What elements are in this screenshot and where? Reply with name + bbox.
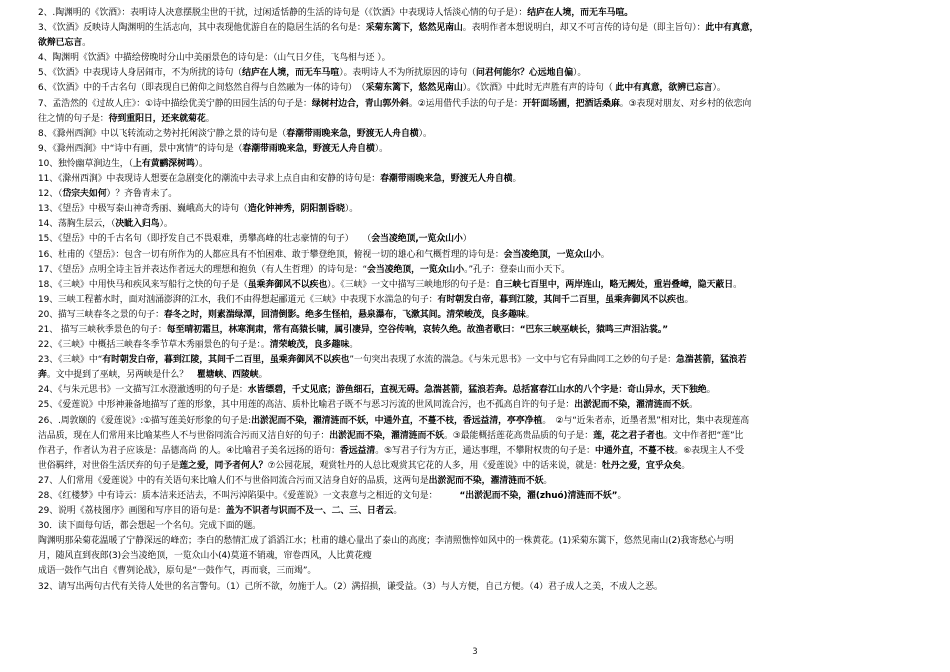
question-text: 。 (205, 113, 215, 124)
text-line (38, 308, 938, 323)
question-text: ⑦公园花展，观赏牡丹的人总比观赏其它花的人多，用《爱莲说》中的话来说，就是： (267, 460, 602, 471)
answer-text: 清荣峻茂，良多趣味 (269, 340, 350, 351)
answer-text: 盖为不识者与识而不及一、二、三、日者云 (225, 506, 394, 517)
question-text: 15、《望岳》中的千古名句（即抒发自己不畏艰难，勇攀高峰的壮志豪情的句子） （ (38, 234, 372, 245)
question-text: 10、独怜幽草涧边生，（ (38, 158, 133, 169)
question-text: 18、《三峡》中用快马和疾风来写船行之快的句子是（ (38, 279, 248, 290)
text-line (38, 248, 938, 263)
text-line (38, 187, 938, 202)
question-text: 30．读下面每句话，都会想起一个名句。完成下面的题。 (38, 521, 261, 532)
answer-text: 每至晴初霜旦，林寒涧肃，常有高猿长啸，属引凄异，空谷传响，哀转久绝。故渔者歌曰：“巴东三峡巫峡长，猿鸣三声泪沾裳。” (166, 324, 669, 335)
question-text: ）。《三峡》一文中描写三峡地形的句子是： (327, 279, 495, 290)
question-text: 。 (82, 38, 91, 49)
answer-text: 牡丹之爱，宜乎众矣 (601, 460, 682, 471)
answer-text: 造化钟神秀，阴阳割昏晓 (247, 204, 345, 215)
question-text: 19、三峡工程蓄水时，面对汹涌澎湃的江水，我们不由得想起郦道元《三峡》中表现下水湍急的句子： (38, 294, 438, 305)
question-text: ”一句突出表现了水流的湍急。《与朱元思书》一文中与它有异曲同工之妙的句子是： (349, 355, 676, 366)
question-text: 2、.陶渊明的《饮酒》：表明诗人决意摆脱尘世的干扰，过闲适恬静的生活的诗句是（《饮酒》中表现诗人恬淡心情的句子是）： (38, 8, 528, 18)
question-text: 13、《望岳》中极写泰山神奇秀丽、巍峨高大的诗句（ (38, 204, 248, 215)
question-text: 4、陶渊明《饮酒》中描绘傍晚时分山中美丽景色的诗句是：（山气日夕佳，飞鸟相与还 ）。 (38, 53, 391, 64)
question-text: 作君子，作者认为君子应该是：品德高尚 的人。④比喻君子美名远扬的语句： (38, 445, 340, 456)
question-text: ）。《饮酒》中此时无声胜有声的诗句（ (462, 83, 616, 94)
question-text: 27、人们常用《爱莲说》中的有关语句来比喻人们不与世俗同流合污而又洁身自好的品质，这两句是 (38, 475, 429, 486)
question-text: 。文中提到了巫峡，另两峡是什么？ (46, 370, 197, 381)
text-line (38, 444, 938, 459)
text-line (38, 338, 938, 353)
question-text: 。 (681, 460, 691, 471)
answer-text: 急湍甚箭，猛浪若 (675, 355, 747, 366)
answer-text: 虽乘奔御风不以疾也 (247, 279, 328, 290)
text-line (38, 36, 938, 51)
answer-text: 出淤泥而不染，濯清涟而不妖，中通外直，不蔓不枝，香远益清，亭亭净植 (251, 415, 543, 426)
question-text: 12、（ (38, 189, 63, 200)
question-text: 11、《滁州西涧》中表现诗人想要在急剧变化的潮流中去寻求上点自由和安静的诗句是： (38, 174, 381, 185)
question-text: 25、《爱莲说》中形神兼备地描写了莲的形象，其中用莲的高洁、质朴比喻君子既不与恶习污流的世风同流合污，也不孤高自许的句子是： (38, 400, 575, 411)
question-text: 。 (525, 309, 535, 320)
question-text: 。③表现对朋友、对乡村的依恋向 (619, 98, 752, 109)
question-text: 。 (684, 294, 694, 305)
answer-text: 决眦入归鸟 (115, 219, 160, 230)
question-text: 洁品质，现在人们常用来比喻某些人不与世俗同流合污而又洁自好的句子： (38, 430, 330, 441)
answer-text: 出淤泥而不染，濯清涟而不妖 (428, 475, 544, 486)
question-text: 5、《饮酒》中表现诗人身居闹市，不为所扰的诗句（ (38, 68, 243, 79)
text-line (38, 21, 938, 36)
text-line (38, 398, 938, 413)
question-text: 23、《三峡》中“ (38, 355, 103, 366)
question-text: 20、描写三峡春冬之景的句子： (38, 309, 164, 320)
answer-text: 香远益清 (339, 445, 376, 456)
answer-text: 绿树村边合，青山郭外斜 (311, 98, 409, 109)
answer-text: 结庐在人境，而无车马喧 (242, 68, 340, 79)
answer-text: 出淤泥而不染，濯清涟而不妖 (329, 430, 444, 441)
text-line (38, 81, 938, 96)
question-text: 。 (543, 475, 553, 486)
text-line (38, 127, 938, 142)
text-line (38, 580, 938, 595)
answer-text: 春潮带雨晚来急，野渡无人舟自横 (380, 174, 513, 185)
answer-text: 会当凌绝顶，一览众山小 (503, 249, 601, 260)
question-text: 。 ②与“近朱者赤，近墨者黑”相对比，集中表现莲高 (542, 415, 750, 426)
question-text: 3、《饮酒》反映诗人陶渊明的生活志向，其中表现他优游自在的隐居生活的名句是： (38, 23, 366, 34)
answer-text: 此中有真意， (705, 23, 759, 34)
answer-text: 莲，花之君子者也 (593, 430, 664, 441)
question-text: 。 (617, 491, 627, 501)
page-number: 3 (472, 647, 478, 657)
text-line (38, 549, 938, 564)
answer-text: 岱宗夫如何 (62, 189, 107, 200)
question-text: 。 (733, 279, 742, 290)
answer-text: “出淤泥而不染，濯(zhuó)清涟而不妖” (459, 491, 618, 501)
question-text: ）。 (344, 204, 359, 215)
question-text: 。文中作者把“莲”比 (663, 430, 744, 441)
answer-text: 有时朝发白帝，暮到江陵，其间千二百里，虽乘奔御风不以疾也 (102, 355, 350, 366)
answer-text: 莲之爱，同予者何人？ (179, 460, 268, 471)
answer-text: 奔 (38, 370, 47, 381)
answer-text: 春潮带雨晚来急，野渡无人舟自横 (242, 143, 375, 154)
question-text: 8、《滁州西涧》中以飞转流动之势衬托闲淡宁静之景的诗句是（ (38, 128, 287, 139)
question-text: 世俗羁绊，对世俗生活厌弃的句子是 (38, 460, 180, 471)
text-line (38, 112, 938, 127)
text-line (38, 383, 938, 398)
question-text: 。⑥表现主人不受 (674, 445, 745, 456)
text-line (38, 217, 938, 232)
question-text: 26、.周敦颐的《爱莲说》:①描写莲美好形象的句子是: (38, 415, 252, 426)
answer-text: 春冬之时，则素湍绿潭，回清倒影。绝多生怪柏，悬泉瀑布，飞漱其间。清荣峻茂，良多趣味 (163, 309, 526, 320)
text-line (38, 51, 938, 66)
answer-text: 瞿塘峡、西陵峡 (196, 370, 259, 381)
question-text: 28、《红楼梦》中有诗云：质本洁来还洁去，不叫污淖陷渠中。《爱莲说》一文表意与之相近的文句是： (38, 491, 460, 501)
question-text: 22、《三峡》中概括三峡春冬季节草木秀丽景色的句子是：。 (38, 340, 270, 351)
question-text: 21、 描写三峡秋季景色的句子： (38, 324, 167, 335)
answer-text: 此中有真意，欲辨已忘言 (615, 83, 713, 94)
question-text: 。 (512, 174, 522, 185)
question-text: ）。 (374, 143, 388, 154)
answer-text: 待到重阳日，还来就菊花 (108, 113, 206, 124)
text-line (38, 232, 938, 247)
question-text: ）。 (573, 68, 587, 79)
text-line (38, 172, 938, 187)
text-line (38, 263, 938, 278)
text-line (38, 414, 938, 429)
question-text: 32、请写出两句古代有关待人处世的名言警句。（1）己所不欲，勿施于人。（2）满招损，谦受益。（3）与人方便，自己方便。（4）君子成人之美，不成人之恶。 (38, 581, 663, 592)
question-text: 。③最能概括莲花高贵品质的句子是： (443, 430, 594, 441)
question-text: ）。表明诗人不为所扰原因的诗句（ (339, 68, 476, 79)
question-text: ）。 (194, 158, 208, 169)
question-text: ）。 (159, 219, 173, 230)
question-text: 7、孟浩然的《过故人庄》：①诗中描绘优美宁静的田园生活的句子是： (38, 98, 312, 109)
text-line (38, 564, 938, 579)
answer-text: 中通外直，不蔓不枝 (594, 445, 675, 456)
question-text: ）？齐鲁青未了。 (106, 189, 178, 200)
text-line (38, 142, 938, 157)
document-body (38, 6, 938, 595)
text-line (38, 534, 938, 549)
answer-text: 出淤泥而不染，濯清涟而不妖 (574, 400, 689, 411)
question-text: 17、《望岳》点明全诗主旨并表达作者远大的理想和抱负（有人生哲理）的诗句是：“ (38, 264, 367, 275)
question-text: 。”孔子：登泰山而小天下。 (464, 264, 571, 275)
text-line (38, 323, 938, 338)
question-text: 往之情的句子是： (38, 113, 109, 124)
text-line (38, 97, 938, 112)
question-text: 24、《与朱元思书》一文描写江水澄澈透明的句子是： (38, 385, 248, 396)
text-line (38, 202, 938, 217)
question-text: 。表明作者本想说明白，却又不可言传的诗句是（即主旨句）： (462, 23, 706, 34)
answer-text: 自三峡七百里中，两岸连山，略无阙处，重岩叠嶂，隐天蔽日 (494, 279, 734, 290)
text-line (38, 429, 938, 444)
answer-text: 上有黄鹂深树鸣 (133, 158, 195, 169)
text-line (38, 489, 938, 504)
answer-text: 春潮带雨晚来急，野渡无人舟自横 (286, 128, 419, 139)
answer-text: 水皆缥碧，千丈见底；游鱼细石，直视无碍。急湍甚箭，猛浪若奔。总括富春江山水的八个字是：奇山异水，天下独绝 (247, 385, 707, 396)
answer-text: 有时朝发白帝，暮到江陵，其间千二百里，虽乘奔御风不以疾也 (437, 294, 685, 305)
question-text: ） (462, 234, 472, 245)
question-text: 14、荡胸生层云，（ (38, 219, 116, 230)
question-text: 。 (600, 249, 610, 260)
answer-text: 开轩面场圃，把酒话桑麻 (522, 98, 620, 109)
question-text: ）。 (418, 128, 432, 139)
question-text: 成语一鼓作气出自《曹刿论战》，原句是“一鼓作气，再而衰，三而竭”。 (38, 566, 317, 577)
text-line (38, 519, 938, 534)
text-line (38, 66, 938, 81)
answer-text: 欲辩已忘言 (38, 38, 83, 49)
answer-text: 会当凌绝顶,一览众山小 (371, 234, 463, 245)
question-text: ）。 (712, 83, 726, 94)
answer-text: 采菊东篱下，悠然见南山 (365, 23, 463, 34)
text-line (38, 504, 938, 519)
question-text: 陶渊明那朵菊花温暖了宁静深远的峰峦；李白的愁情汇成了滔滔江水；杜甫的雄心量出了泰山的高度；李清照憔悴如风中的一株黄花。(1)采菊东篱下，悠然见南山(2)我寄愁心与明 (38, 536, 734, 547)
question-text: 9、《滁州西涧》中“诗中有画，景中寓情”的诗句是（ (38, 143, 243, 154)
question-text: 。⑤写君子行为方正，通达事理，不攀附权贵的句子是： (375, 445, 595, 456)
text-line (38, 293, 938, 308)
question-text: 。 (349, 340, 359, 351)
text-line (38, 459, 938, 474)
question-text: 6、《饮酒》中的千古名句（即表现自已俯仰之间悠然自得与自然融为一体的诗句） （ (38, 83, 366, 94)
text-line (38, 6, 938, 21)
answer-text: 结庐在人境，而无车马喧。 (527, 8, 634, 18)
text-line (38, 368, 938, 383)
question-text: 。 (706, 385, 716, 396)
text-line (38, 474, 938, 489)
text-line (38, 353, 938, 368)
answer-text: 问君何能尔？心远地自偏 (475, 68, 574, 79)
text-line (38, 278, 938, 293)
text-line (38, 157, 938, 172)
question-text: 。 (688, 400, 698, 411)
question-text: 。②运用借代手法的句子是： (408, 98, 523, 109)
question-text: 。 (393, 506, 403, 517)
answer-text: 采菊东篱下，悠然见南山 (365, 83, 463, 94)
question-text: 月，随风直到夜郎(3)会当凌绝顶，一览众山小(4)莫道不销魂，帘卷西风，人比黄花瘦 (38, 551, 372, 562)
question-text: 16、杜甫的《望岳》：包含一切有所作为的人都应具有不怕困难、敢于攀登绝顶，俯视一切的雄心和气概哲理的诗句是： (38, 249, 504, 260)
question-text: 29、说明《荔枝图序》画图和写序目的语句是： (38, 506, 226, 517)
answer-text: 会当凌绝顶，一览众山小 (367, 264, 465, 275)
question-text: 。 (258, 370, 268, 381)
